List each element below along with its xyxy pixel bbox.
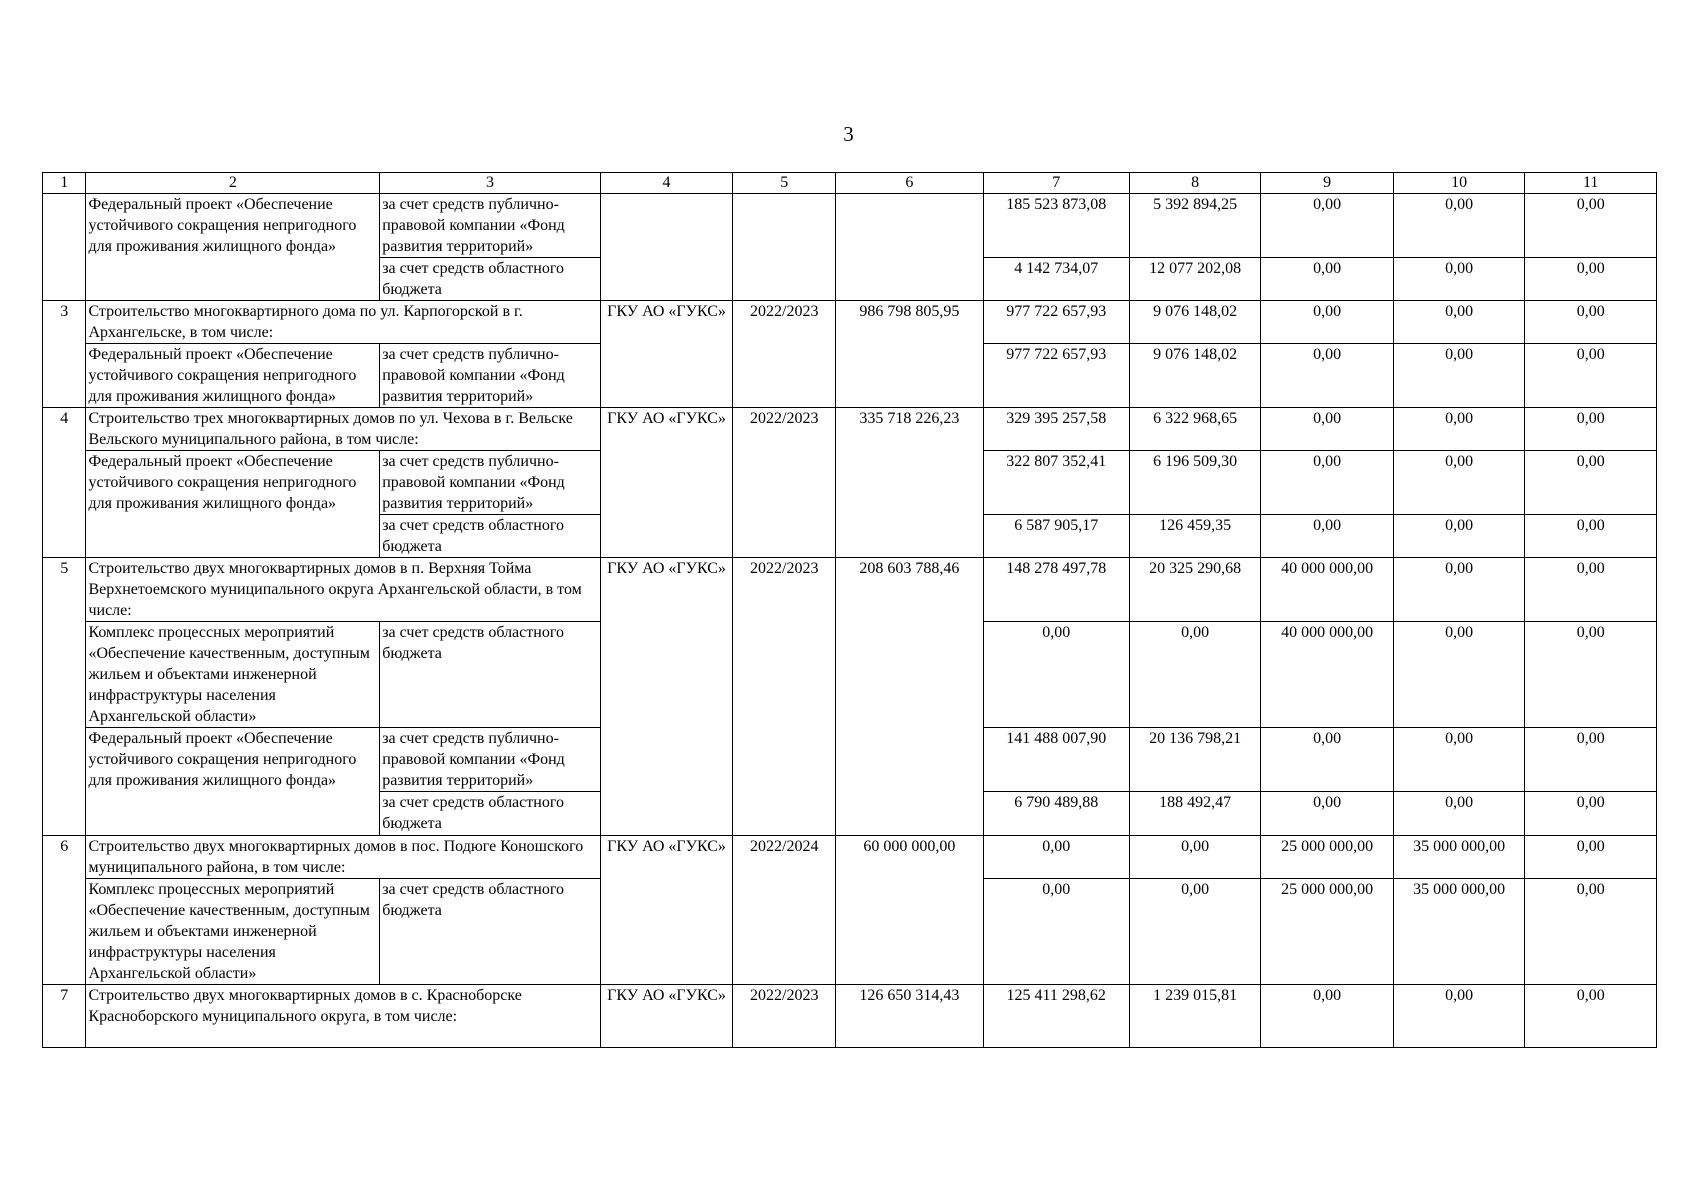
row-number: 5 <box>43 558 86 836</box>
amount-cell: 188 492,47 <box>1129 792 1260 836</box>
column-header: 5 <box>733 173 836 194</box>
column-header: 10 <box>1393 173 1524 194</box>
executor: ГКУ АО «ГУКС» <box>600 836 733 985</box>
total-cost: 986 798 805,95 <box>836 301 983 408</box>
amount-cell: 5 392 894,25 <box>1129 194 1260 258</box>
amount-cell: 40 000 000,00 <box>1261 622 1394 728</box>
object-title: Строительство трех многоквартирных домов по ул. Чехова в г. Вельске Вельского муниципального района, в том числе: <box>86 408 600 451</box>
amount-cell: 35 000 000,00 <box>1393 879 1524 985</box>
amount-cell: 25 000 000,00 <box>1261 836 1394 879</box>
total-cost: 208 603 788,46 <box>836 558 983 836</box>
total-cost: 335 718 226,23 <box>836 408 983 558</box>
total-cost: 126 650 314,43 <box>836 985 983 1048</box>
executor: ГКУ АО «ГУКС» <box>600 301 733 408</box>
column-header: 4 <box>600 173 733 194</box>
amount-cell: 0,00 <box>1525 194 1657 258</box>
project-name: Федеральный проект «Обеспечение устойчивого сокращения непригодного для проживания жилищного фонда» <box>86 344 380 408</box>
funding-source: за счет средств областного бюджета <box>380 879 601 985</box>
object-title: Строительство двух многоквартирных домов в п. Верхняя Тойма Верхнетоемского муниципального округа Архангельской области, в том числе: <box>86 558 600 622</box>
column-header: 8 <box>1129 173 1260 194</box>
period: 2022/2024 <box>733 836 836 985</box>
funding-source: за счет средств публично-правовой компании «Фонд развития территорий» <box>380 451 601 515</box>
period: 2022/2023 <box>733 301 836 408</box>
amount-cell: 0,00 <box>1525 792 1657 836</box>
project-name: Федеральный проект «Обеспечение устойчивого сокращения непригодного для проживания жилищного фонда» <box>86 728 380 836</box>
amount-cell: 0,00 <box>1393 985 1524 1048</box>
amount-cell: 0,00 <box>1525 879 1657 985</box>
amount-cell: 0,00 <box>1525 836 1657 879</box>
column-header: 3 <box>380 173 601 194</box>
amount-cell: 0,00 <box>1393 515 1524 558</box>
amount-cell: 0,00 <box>1525 558 1657 622</box>
amount-cell: 0,00 <box>1393 344 1524 408</box>
amount-cell: 125 411 298,62 <box>983 985 1129 1048</box>
column-header: 9 <box>1261 173 1394 194</box>
period: 2022/2023 <box>733 558 836 836</box>
amount-cell: 0,00 <box>1261 985 1394 1048</box>
amount-cell: 0,00 <box>1525 985 1657 1048</box>
total-cost: 60 000 000,00 <box>836 836 983 985</box>
amount-cell: 12 077 202,08 <box>1129 258 1260 301</box>
amount-cell: 0,00 <box>1525 728 1657 792</box>
table-row <box>43 194 1657 258</box>
funding-source: за счет средств публично-правовой компании «Фонд развития территорий» <box>380 344 601 408</box>
funding-source: за счет средств областного бюджета <box>380 792 601 836</box>
amount-cell: 0,00 <box>1393 194 1524 258</box>
amount-cell: 329 395 257,58 <box>983 408 1129 451</box>
column-header: 1 <box>43 173 86 194</box>
column-header: 11 <box>1525 173 1657 194</box>
amount-cell: 35 000 000,00 <box>1393 836 1524 879</box>
table-row <box>43 836 1657 879</box>
amount-cell: 0,00 <box>1525 622 1657 728</box>
amount-cell: 0,00 <box>1261 194 1394 258</box>
project-name: Комплекс процессных мероприятий «Обеспечение качественным, доступным жильем и объектами инженерной инфраструктуры населения Архангельской области» <box>86 622 380 728</box>
row-number: 4 <box>43 408 86 558</box>
amount-cell: 0,00 <box>1393 558 1524 622</box>
funding-source: за счет средств публично-правовой компании «Фонд развития территорий» <box>380 194 601 258</box>
amount-cell: 4 142 734,07 <box>983 258 1129 301</box>
amount-cell: 9 076 148,02 <box>1129 301 1260 344</box>
object-title: Строительство многоквартирного дома по ул. Карпогорской в г. Архангельске, в том числе: <box>86 301 600 344</box>
amount-cell: 0,00 <box>983 836 1129 879</box>
amount-cell: 0,00 <box>1261 728 1394 792</box>
amount-cell: 0,00 <box>1525 515 1657 558</box>
amount-cell: 0,00 <box>1261 408 1394 451</box>
amount-cell: 6 587 905,17 <box>983 515 1129 558</box>
column-header: 7 <box>983 173 1129 194</box>
executor: ГКУ АО «ГУКС» <box>600 985 733 1048</box>
executor: ГКУ АО «ГУКС» <box>600 558 733 836</box>
amount-cell: 0,00 <box>1525 344 1657 408</box>
amount-cell: 0,00 <box>1393 451 1524 515</box>
funding-source: за счет средств областного бюджета <box>380 515 601 558</box>
table-row <box>43 985 1657 1048</box>
budget-table <box>42 172 1657 1048</box>
object-title: Строительство двух многоквартирных домов в пос. Подюге Коношского муниципального района, в том числе: <box>86 836 600 879</box>
amount-cell: 0,00 <box>1393 258 1524 301</box>
amount-cell: 0,00 <box>1129 879 1260 985</box>
amount-cell: 977 722 657,93 <box>983 344 1129 408</box>
amount-cell: 0,00 <box>1525 258 1657 301</box>
executor <box>600 194 733 301</box>
period <box>733 194 836 301</box>
table-row <box>43 408 1657 451</box>
total-cost <box>836 194 983 301</box>
funding-source: за счет средств публично-правовой компании «Фонд развития территорий» <box>380 728 601 792</box>
amount-cell: 0,00 <box>1525 451 1657 515</box>
amount-cell: 0,00 <box>1393 408 1524 451</box>
object-title: Строительство двух многоквартирных домов в с. Красноборске Красноборского муниципального округа, в том числе: <box>86 985 600 1048</box>
period: 2022/2023 <box>733 985 836 1048</box>
column-header: 6 <box>836 173 983 194</box>
row-number: 6 <box>43 836 86 985</box>
amount-cell: 0,00 <box>983 879 1129 985</box>
amount-cell: 0,00 <box>1261 301 1394 344</box>
amount-cell: 0,00 <box>1525 408 1657 451</box>
amount-cell: 141 488 007,90 <box>983 728 1129 792</box>
row-number <box>43 194 86 301</box>
executor: ГКУ АО «ГУКС» <box>600 408 733 558</box>
amount-cell: 185 523 873,08 <box>983 194 1129 258</box>
amount-cell: 40 000 000,00 <box>1261 558 1394 622</box>
amount-cell: 126 459,35 <box>1129 515 1260 558</box>
column-number-row <box>43 173 1657 194</box>
amount-cell: 6 790 489,88 <box>983 792 1129 836</box>
funding-source: за счет средств областного бюджета <box>380 258 601 301</box>
amount-cell: 0,00 <box>1393 622 1524 728</box>
amount-cell: 0,00 <box>1261 258 1394 301</box>
amount-cell: 322 807 352,41 <box>983 451 1129 515</box>
amount-cell: 0,00 <box>1261 792 1394 836</box>
amount-cell: 0,00 <box>983 622 1129 728</box>
row-number: 7 <box>43 985 86 1048</box>
amount-cell: 0,00 <box>1393 301 1524 344</box>
period: 2022/2023 <box>733 408 836 558</box>
amount-cell: 0,00 <box>1525 301 1657 344</box>
amount-cell: 6 196 509,30 <box>1129 451 1260 515</box>
project-name: Федеральный проект «Обеспечение устойчивого сокращения непригодного для проживания жилищного фонда» <box>86 451 380 558</box>
project-name: Комплекс процессных мероприятий «Обеспечение качественным, доступным жильем и объектами инженерной инфраструктуры населения Архангельской области» <box>86 879 380 985</box>
amount-cell: 0,00 <box>1129 836 1260 879</box>
amount-cell: 0,00 <box>1261 515 1394 558</box>
amount-cell: 148 278 497,78 <box>983 558 1129 622</box>
row-number: 3 <box>43 301 86 408</box>
amount-cell: 0,00 <box>1261 344 1394 408</box>
amount-cell: 1 239 015,81 <box>1129 985 1260 1048</box>
amount-cell: 0,00 <box>1129 622 1260 728</box>
column-header: 2 <box>86 173 380 194</box>
funding-source: за счет средств областного бюджета <box>380 622 601 728</box>
amount-cell: 977 722 657,93 <box>983 301 1129 344</box>
table-row <box>43 558 1657 622</box>
amount-cell: 20 136 798,21 <box>1129 728 1260 792</box>
amount-cell: 6 322 968,65 <box>1129 408 1260 451</box>
amount-cell: 25 000 000,00 <box>1261 879 1394 985</box>
table-row <box>43 301 1657 344</box>
amount-cell: 0,00 <box>1393 792 1524 836</box>
project-name: Федеральный проект «Обеспечение устойчивого сокращения непригодного для проживания жилищного фонда» <box>86 194 380 301</box>
page-number: 3 <box>843 122 854 146</box>
amount-cell: 0,00 <box>1393 728 1524 792</box>
amount-cell: 0,00 <box>1261 451 1394 515</box>
amount-cell: 20 325 290,68 <box>1129 558 1260 622</box>
amount-cell: 9 076 148,02 <box>1129 344 1260 408</box>
